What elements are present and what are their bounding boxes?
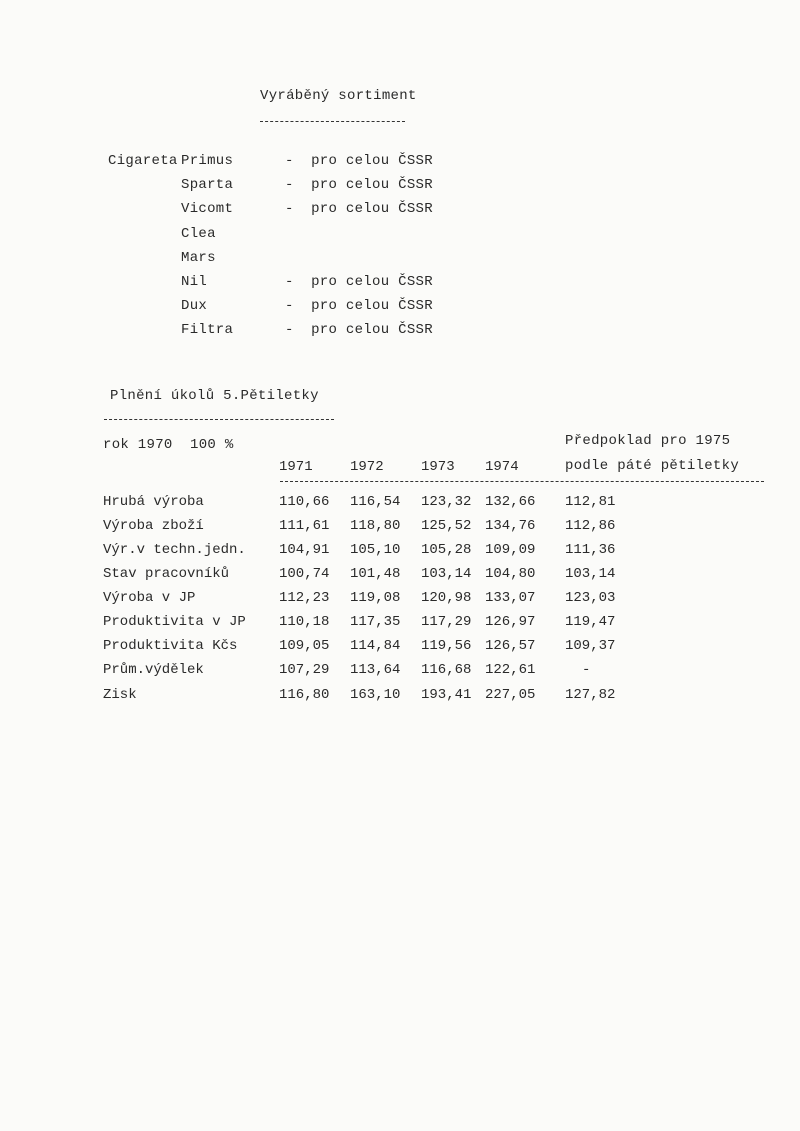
row-label: Výroba zboží [103,518,204,534]
cell-forecast-1975: 127,82 [565,687,616,703]
table-row [0,614,800,636]
row-label: Produktivita Kčs [103,638,238,654]
forecast-header-line1: Předpoklad pro 1975 [565,433,731,449]
cell-1971: 112,23 [279,590,330,606]
cell-1972: 101,48 [350,566,401,582]
cell-1972: 163,10 [350,687,401,703]
cell-1971: 100,74 [279,566,330,582]
cigarette-name: Nil [181,274,208,290]
plneni-title: Plnění úkolů 5.Pětiletky [110,388,319,404]
cell-1973: 125,52 [421,518,472,534]
year-header: 1973 [421,459,455,475]
cigarette-note: - pro celou ČSSR [285,298,433,314]
table-row [0,590,800,612]
cigarette-note: - pro celou ČSSR [285,322,433,338]
cell-1973: 123,32 [421,494,472,510]
cigarette-name: Dux [181,298,208,314]
cell-1973: 120,98 [421,590,472,606]
cell-forecast-1975: 112,86 [565,518,616,534]
cell-1974: 126,57 [485,638,536,654]
cell-forecast-1975: 112,81 [565,494,616,510]
year-header: 1972 [350,459,384,475]
cigarette-name: Primus [181,153,234,169]
cell-1972: 113,64 [350,662,401,678]
cell-1974: 104,80 [485,566,536,582]
row-label: Produktivita v JP [103,614,246,630]
cell-1971: 110,18 [279,614,330,630]
cell-1973: 119,56 [421,638,472,654]
cell-1973: 116,68 [421,662,472,678]
table-row [0,518,800,540]
cell-1973: 193,41 [421,687,472,703]
forecast-header-line2: podle páté pětiletky [565,458,740,474]
cell-1974: 109,09 [485,542,536,558]
row-label: Prům.výdělek [103,662,204,678]
cigarette-name: Filtra [181,322,234,338]
sortiment-title-underline [260,121,405,122]
sortiment-title: Vyráběný sortiment [260,88,417,104]
row-label: Stav pracovníků [103,566,230,582]
table-row [0,662,800,684]
cell-1972: 117,35 [350,614,401,630]
base-year-label: rok 1970 100 % [103,437,234,453]
cigarette-name: Mars [181,250,216,266]
cell-1974: 134,76 [485,518,536,534]
row-label: Zisk [103,687,137,703]
row-label: Hrubá výroba [103,494,204,510]
table-row [0,687,800,709]
cigarette-note: - pro celou ČSSR [285,177,433,193]
cell-1973: 117,29 [421,614,472,630]
cell-forecast-1975: 123,03 [565,590,616,606]
table-header-rule [280,481,764,482]
row-label: Výr.v techn.jedn. [103,542,246,558]
cell-forecast-1975: 119,47 [565,614,616,630]
cell-1973: 103,14 [421,566,472,582]
cell-1972: 119,08 [350,590,401,606]
cell-1971: 109,05 [279,638,330,654]
cell-1974: 133,07 [485,590,536,606]
row-label: Výroba v JP [103,590,196,606]
table-row [0,494,800,516]
cell-1972: 116,54 [350,494,401,510]
cell-1974: 126,97 [485,614,536,630]
cigarette-note: - pro celou ČSSR [285,153,433,169]
year-header: 1974 [485,459,519,475]
cell-forecast-1975: 111,36 [565,542,616,558]
cell-1971: 116,80 [279,687,330,703]
cell-1973: 105,28 [421,542,472,558]
cell-1972: 118,80 [350,518,401,534]
cigarette-note: - pro celou ČSSR [285,201,433,217]
cell-1971: 104,91 [279,542,330,558]
cell-1971: 111,61 [279,518,330,534]
cigarette-name: Sparta [181,177,234,193]
cell-1974: 122,61 [485,662,536,678]
cell-forecast-1975: - [582,662,591,678]
year-header: 1971 [279,459,313,475]
table-row [0,566,800,588]
cell-forecast-1975: 103,14 [565,566,616,582]
cell-1971: 107,29 [279,662,330,678]
cigarette-name: Vicomt [181,201,234,217]
cigareta-prefix: Cigareta [108,153,178,169]
table-row [0,542,800,564]
cell-forecast-1975: 109,37 [565,638,616,654]
table-row [0,638,800,660]
cell-1971: 110,66 [279,494,330,510]
cell-1974: 227,05 [485,687,536,703]
plneni-title-underline [104,419,334,420]
cell-1972: 105,10 [350,542,401,558]
cell-1972: 114,84 [350,638,401,654]
cigarette-note: - pro celou ČSSR [285,274,433,290]
cigarette-name: Clea [181,226,216,242]
cell-1974: 132,66 [485,494,536,510]
